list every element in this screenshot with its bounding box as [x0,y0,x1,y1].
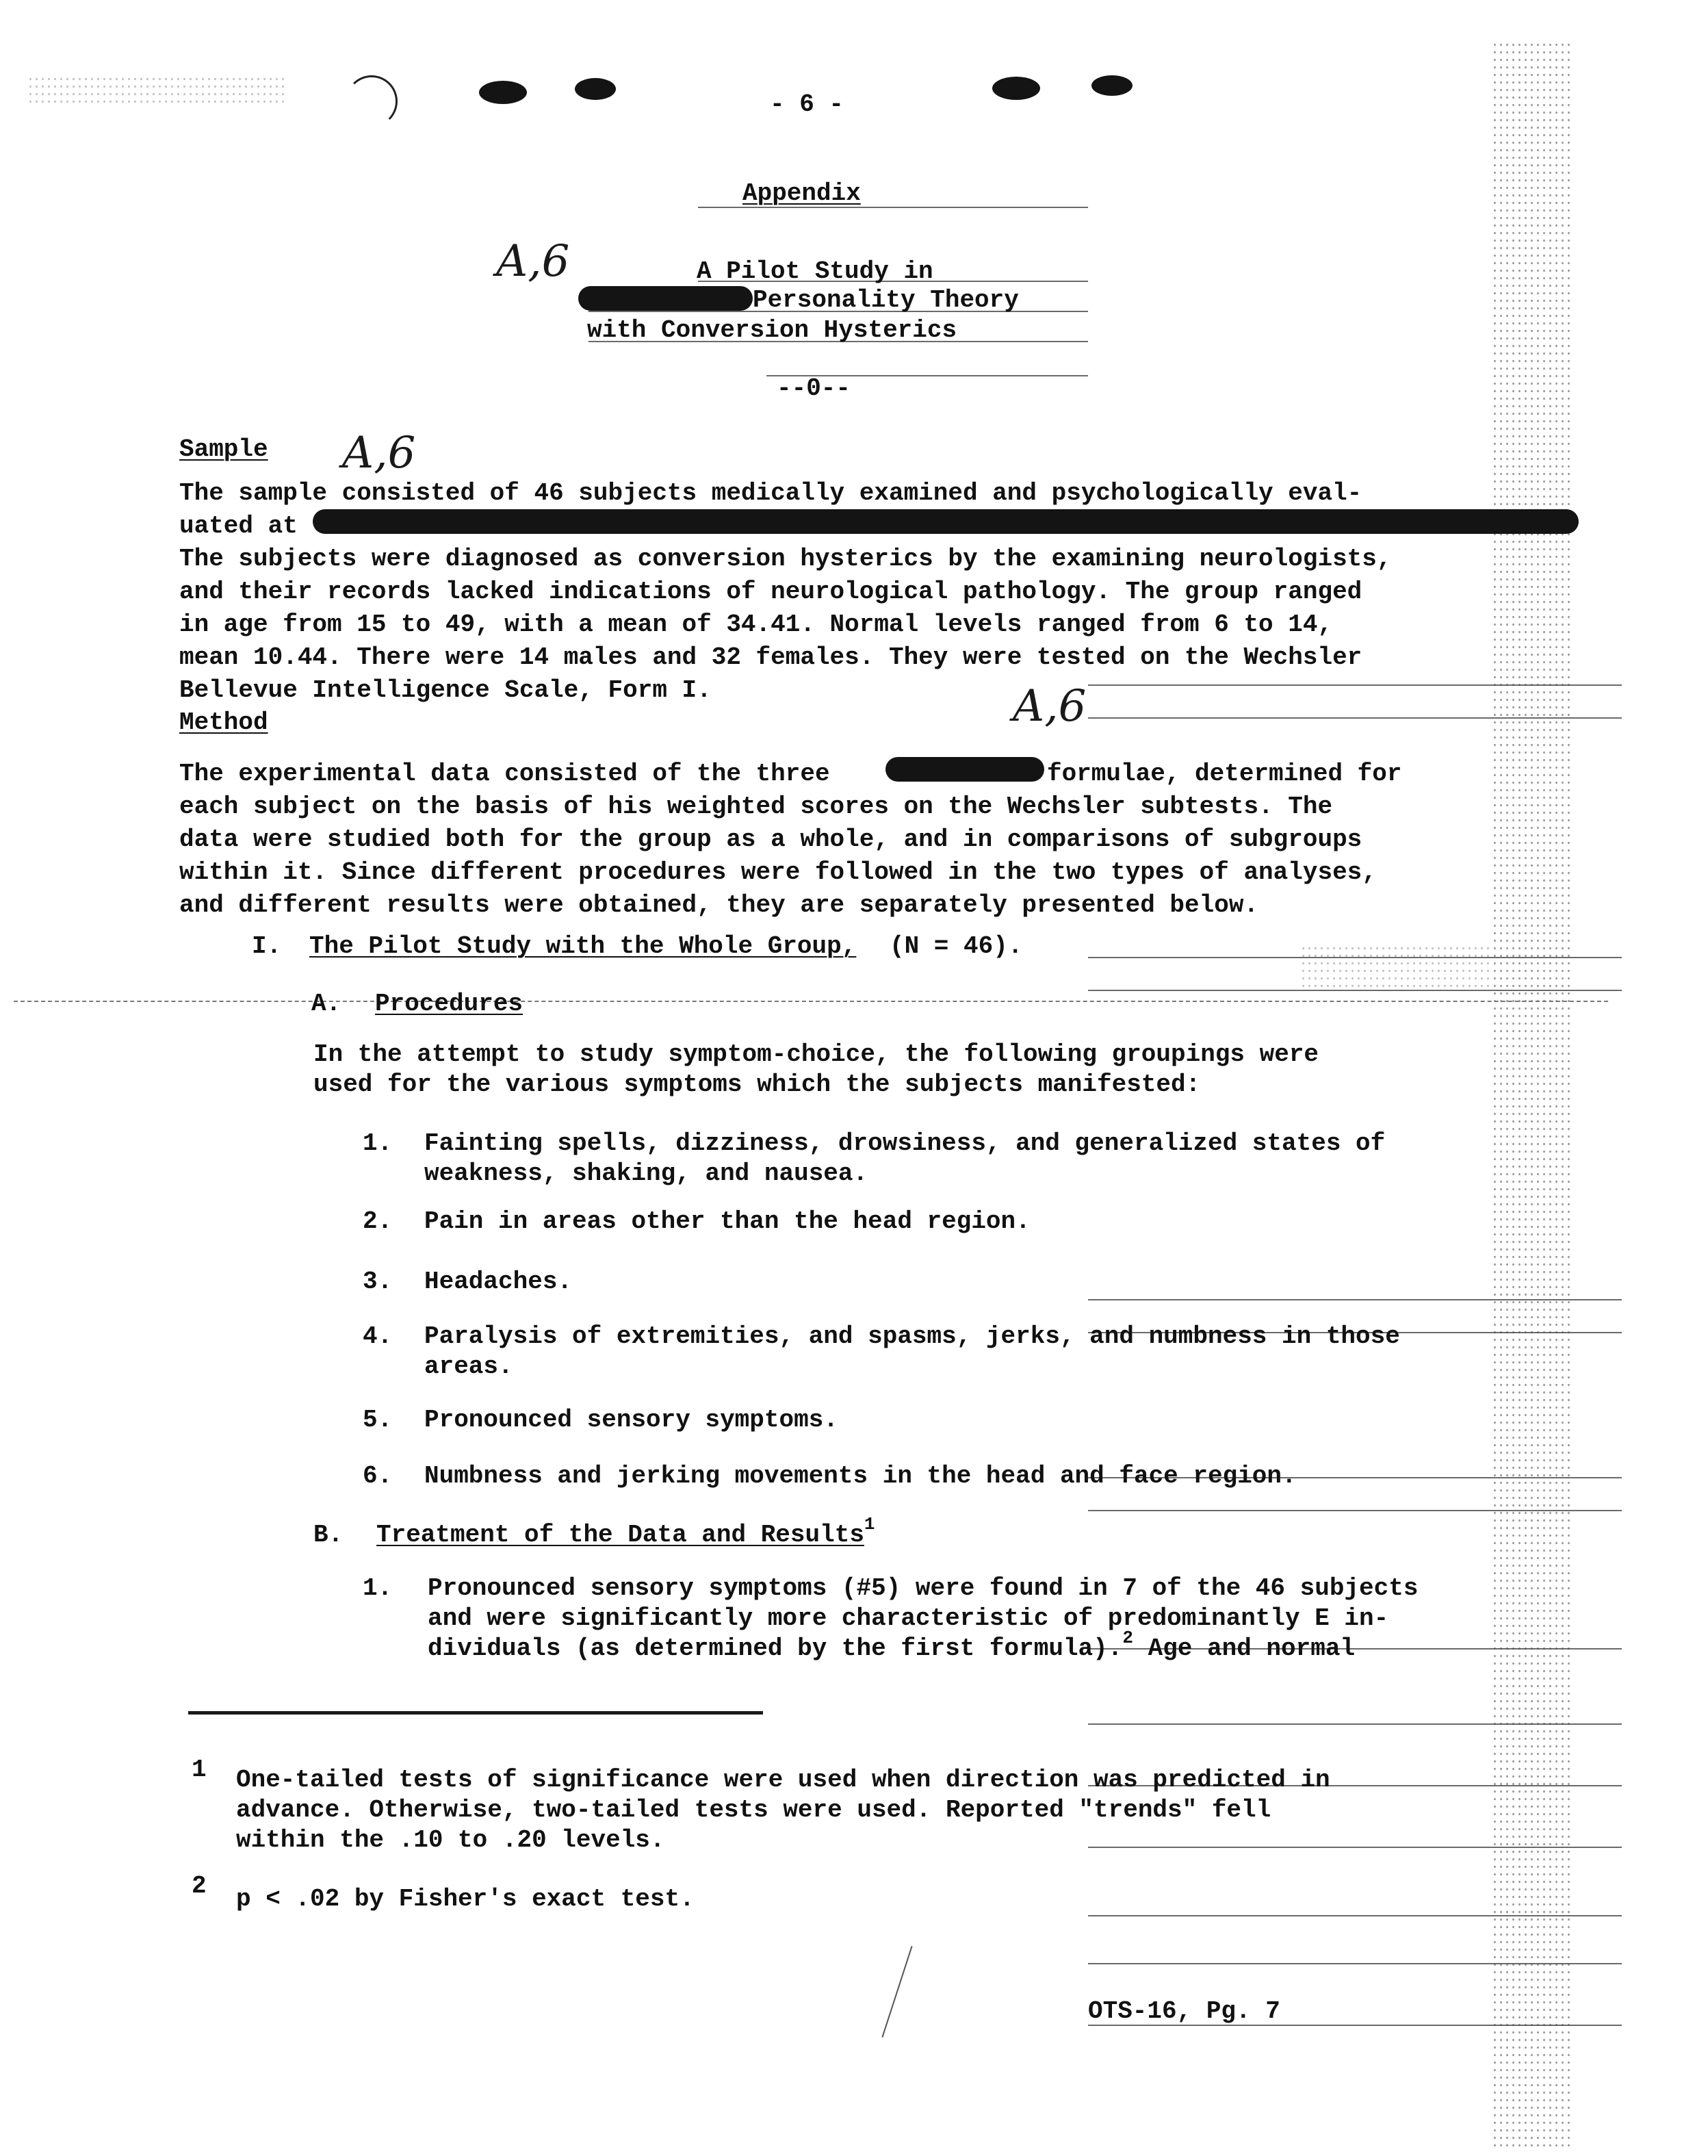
section-a-title: Procedures [375,990,523,1018]
list-item-number: 4. [363,1322,393,1350]
result-text: Age and normal [1148,1634,1356,1663]
method-heading: Method [179,708,268,736]
subtitle-line-3: with Conversion Hysterics [587,316,957,344]
sample-line: The sample consisted of 46 subjects medically examined and psychologically eval- [179,479,1362,507]
result-line: and were significantly more characteristic of predominantly E in- [428,1604,1389,1632]
section-i-n: (N = 46). [890,932,1023,960]
result-text [1133,1634,1148,1663]
subtitle-line-2: Personality Theory [753,286,1019,314]
list-item: Pain in areas other than the head region. [424,1207,1031,1235]
list-item-number: 6. [363,1462,393,1490]
footnote-mark: 1 [192,1756,207,1784]
subtitle-line-1: A Pilot Study in [697,257,933,285]
footnote-ref: 2 [1122,1628,1133,1648]
handwritten-mark-sample: A,6 [342,428,416,478]
procedures-intro-line: used for the various symptoms which the subjects manifested: [313,1070,1201,1099]
sample-line: uated at [179,512,298,540]
section-i-title: The Pilot Study with the Whole Group, [309,932,857,960]
sample-heading: Sample [179,435,268,463]
result-line: Pronounced sensory symptoms (#5) were found in 7 of the 46 subjects [428,1574,1419,1602]
handwritten-mark-subtitle: A,6 [496,236,570,287]
footnote-mark: 2 [192,1872,207,1900]
result-line [428,1628,1356,1663]
footnote-line: One-tailed tests of significance were used when direction was predicted in [236,1766,1330,1794]
section-separator: --0-- [777,374,851,402]
redaction-bar [885,757,1044,782]
list-item-number: 1. [363,1129,393,1157]
sample-line: mean 10.44. There were 14 males and 32 females. They were tested on the Wechsler [179,643,1362,671]
footnote-line: advance. Otherwise, two-tailed tests were used. Reported "trends" fell [236,1796,1271,1824]
method-line: The experimental data consisted of the three [179,760,830,788]
list-item: Numbness and jerking movements in the head and face region. [424,1462,1297,1490]
method-line: formulae, determined for [1047,760,1402,788]
footnote-separator [188,1711,763,1715]
list-item-number: 3. [363,1268,393,1296]
list-item-number: 2. [363,1207,393,1235]
sample-line: and their records lacked indications of neurological pathology. The group ranged [179,578,1362,606]
result-text: dividuals (as determined by the first formula). [428,1634,1123,1663]
list-item: Fainting spells, dizziness, drowsiness, and generalized states of [424,1129,1386,1157]
page-footer: OTS-16, Pg. 7 [1088,1997,1280,2025]
redaction-bar [313,509,1579,534]
section-b-letter: B. [313,1521,344,1549]
redaction-bar [578,286,753,311]
list-item: weakness, shaking, and nausea. [424,1159,868,1188]
footnote-ref: 1 [864,1514,875,1535]
list-item: Headaches. [424,1268,573,1296]
section-i-numeral: I. [252,932,282,960]
method-line: each subject on the basis of his weighted scores on the Wechsler subtests. The [179,793,1333,821]
page-title: Appendix [742,179,861,207]
handwritten-mark-method: A,6 [1013,681,1087,732]
section-b-title: Treatment of the Data and Results [376,1521,864,1549]
list-item: Pronounced sensory symptoms. [424,1406,838,1434]
sample-line: Bellevue Intelligence Scale, Form I. [179,676,712,704]
method-line: data were studied both for the group as a whole, and in comparisons of subgroups [179,825,1362,854]
footnote-line: p < .02 by Fisher's exact test. [236,1885,695,1913]
sample-line: The subjects were diagnosed as conversion hysterics by the examining neurologists, [179,545,1392,573]
list-item-number: 5. [363,1406,393,1434]
method-line: and different results were obtained, they are separately presented below. [179,891,1259,919]
footnote-line: within the .10 to .20 levels. [236,1826,665,1854]
list-item: areas. [424,1352,513,1381]
section-a-letter: A. [311,990,341,1018]
section-b-heading [376,1514,875,1549]
method-line: within it. Since different procedures were followed in the two types of analyses, [179,858,1377,886]
sample-line: in age from 15 to 49, with a mean of 34.41. Normal levels ranged from 6 to 14, [179,611,1333,639]
list-item: Paralysis of extremities, and spasms, jerks, and numbness in those [424,1322,1400,1350]
procedures-intro-line: In the attempt to study symptom-choice, the following groupings were [313,1040,1319,1068]
list-item-number: 1. [363,1574,393,1602]
page-number: - 6 - [770,90,844,118]
